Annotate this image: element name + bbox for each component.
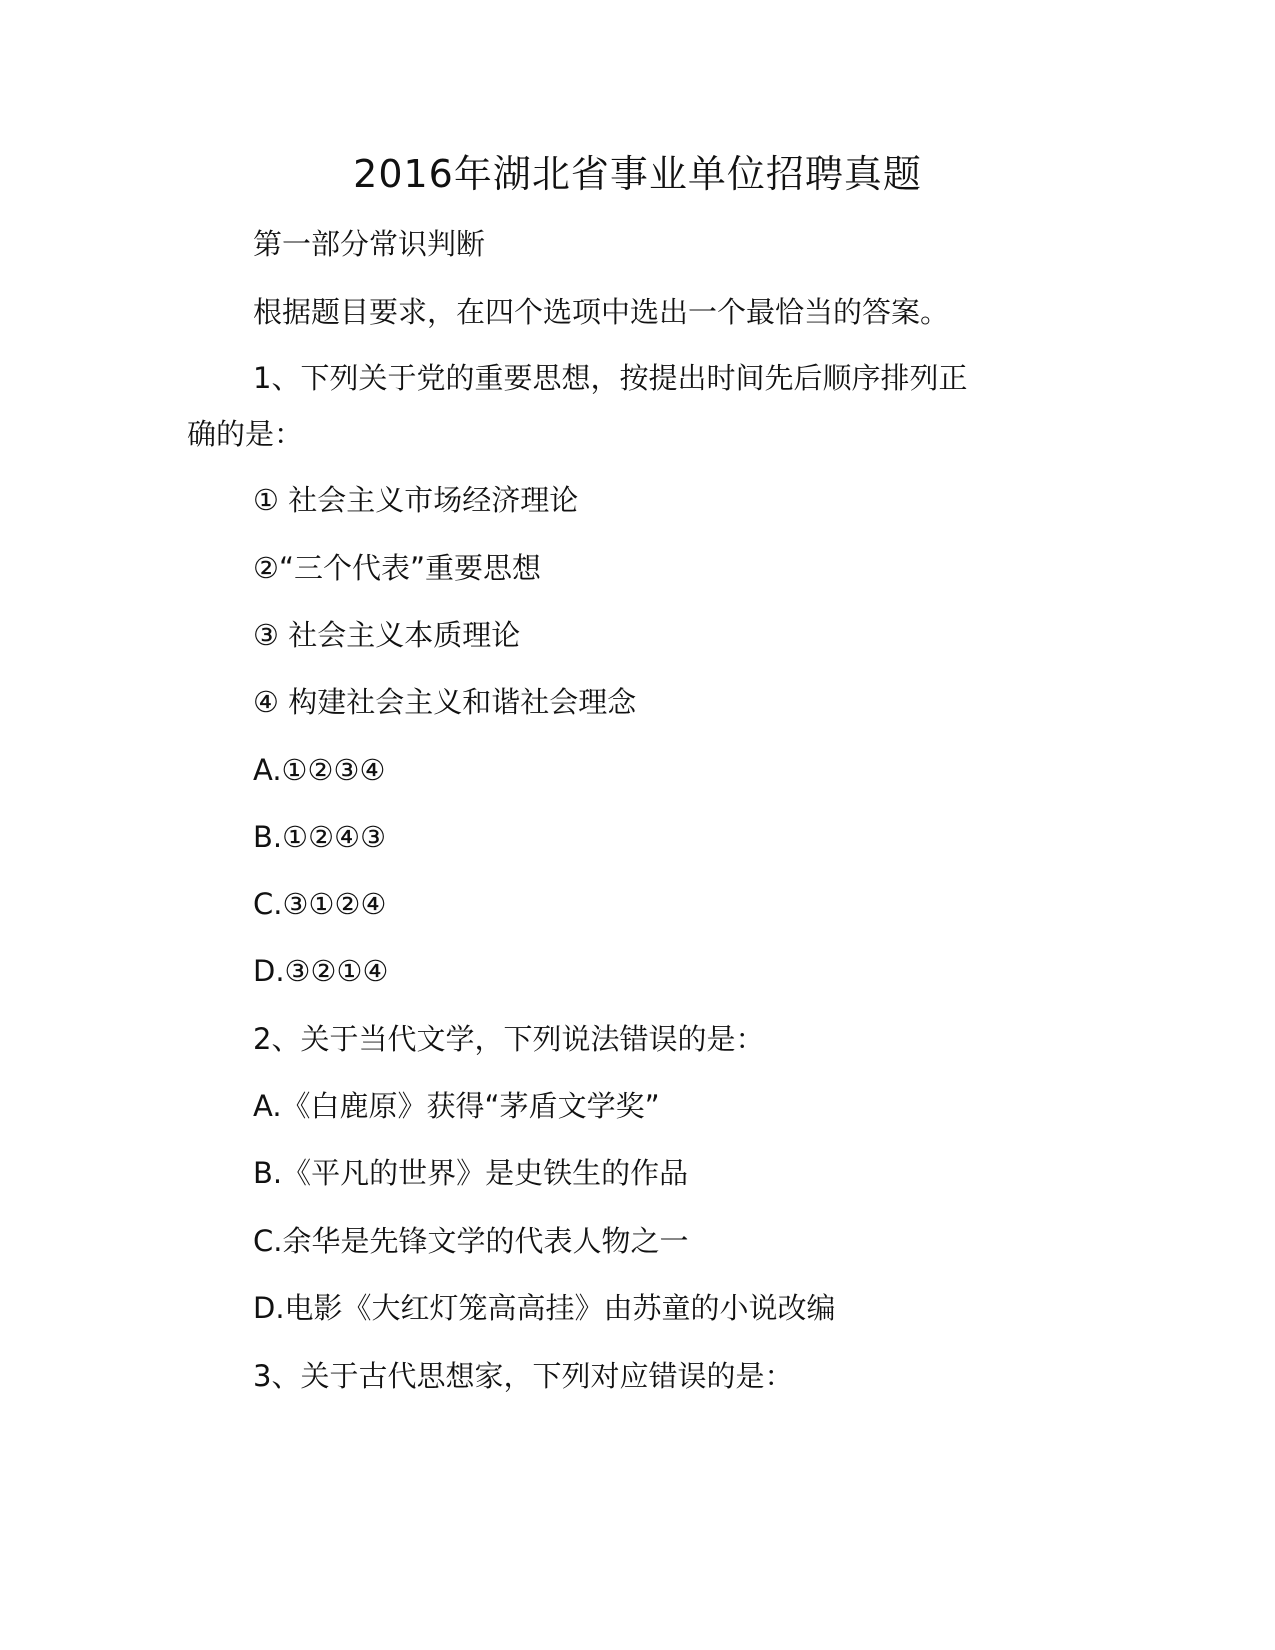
question-1-item: ③ 社会主义本质理论: [253, 618, 521, 652]
instruction-text: 根据题目要求，在四个选项中选出一个最恰当的答案。: [253, 295, 950, 329]
question-1-stem-line-2: 确的是：: [187, 417, 304, 451]
question-2-option: B.《平凡的世界》是史铁生的作品: [253, 1156, 689, 1190]
question-2-option: D.电影《大红灯笼高高挂》由苏童的小说改编: [253, 1291, 836, 1325]
question-1-option: B.①②④③: [253, 820, 387, 854]
document-title: 2016年湖北省事业单位招聘真题: [353, 152, 922, 196]
question-1-item: ②“三个代表”重要思想: [253, 551, 542, 585]
question-2-stem: 2、关于当代文学，下列说法错误的是：: [253, 1022, 765, 1056]
question-1-item: ④ 构建社会主义和谐社会理念: [253, 685, 637, 719]
question-1-option: A.①②③④: [253, 753, 386, 787]
question-1-option: D.③②①④: [253, 954, 389, 988]
question-3-stem: 3、关于古代思想家，下列对应错误的是：: [253, 1359, 794, 1393]
section-heading: 第一部分常识判断: [253, 227, 486, 261]
question-1-option: C.③①②④: [253, 887, 387, 921]
question-1-item: ① 社会主义市场经济理论: [253, 483, 579, 517]
question-1-stem-line-1: 1、下列关于党的重要思想，按提出时间先后顺序排列正: [253, 361, 968, 395]
question-2-option: A.《白鹿原》获得“茅盾文学奖”: [253, 1089, 660, 1123]
question-2-option: C.余华是先锋文学的代表人物之一: [253, 1224, 689, 1258]
